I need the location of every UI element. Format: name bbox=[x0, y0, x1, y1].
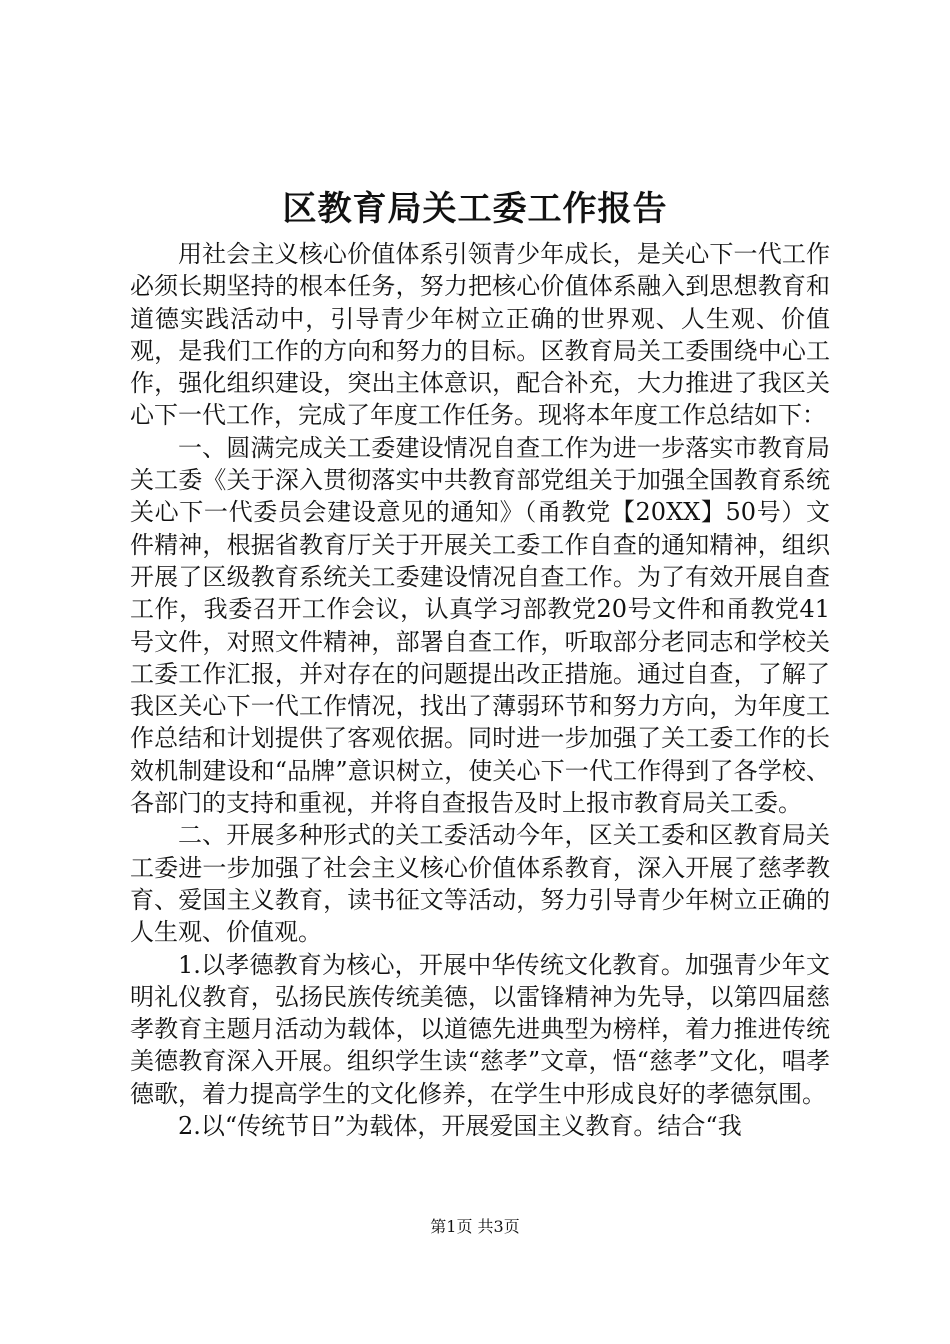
paragraph-item-1: 1.以孝德教育为核心，开展中华传统文化教育。加强青少年文明礼仪教育，弘扬民族传统美德，以雷锋精神为先导，以第四届慈孝教育主题月活动为载体，以道德先进典型为榜样，着力推进传统美德教育深入开展。组织学生读“慈孝”文章，悟“慈孝”文化，唱孝德歌，着力提高学生的文化修养，在学生中形成良好的孝德氛围。 bbox=[130, 950, 830, 1108]
document-body bbox=[130, 238, 830, 1142]
paragraph-section-2: 二、开展多种形式的关工委活动今年，区关工委和区教育局关工委进一步加强了社会主义核心价值体系教育，深入开展了慈孝教育、爱国主义教育，读书征文等活动，努力引导青少年树立正确的人生观、价值观。 bbox=[130, 821, 830, 947]
document-title: 区教育局关工委工作报告 bbox=[282, 189, 668, 229]
paragraph-section-1: 一、圆满完成关工委建设情况自查工作为进一步落实市教育局关工委《关于深入贯彻落实中共教育部党组关于加强全国教育系统关心下一代委员会建设意见的通知》（甬教党【20XX】50号）文件精神，根据省教育厅关于开展关工委工作自查的通知精神，组织开展了区级教育系统关工委建设情况自查工作。为了有效开展自查工作，我委召开工作会议，认真学习部教党20号文件和甬教党41号文件，对照文件精神，部署自查工作，听取部分老同志和学校关工委工作汇报，并对存在的问题提出改正措施。通过自查，了解了我区关心下一代工作情况，找出了薄弱环节和努力方向，为年度工作总结和计划提供了客观依据。同时进一步加强了关工委工作的长效机制建设和“品牌”意识树立，使关心下一代工作得到了各学校、各部门的支持和重视，并将自查报告及时上报市教育局关工委。 bbox=[130, 433, 830, 818]
paragraph-item-2: 2.以“传统节日”为载体，开展爱国主义教育。结合“我 bbox=[178, 1112, 742, 1141]
paragraph-intro: 用社会主义核心价值体系引领青少年成长，是关心下一代工作必须长期坚持的根本任务，努力把核心价值体系融入到思想教育和道德实践活动中，引导青少年树立正确的世界观、人生观、价值观，是我们工作的方向和努力的目标。区教育局关工委围绕中心工作，强化组织建设，突出主体意识，配合补充，大力推进了我区关心下一代工作，完成了年度工作任务。现将本年度工作总结如下： bbox=[130, 240, 830, 430]
page-number-footer: 第1页 共3页 bbox=[430, 1217, 520, 1236]
